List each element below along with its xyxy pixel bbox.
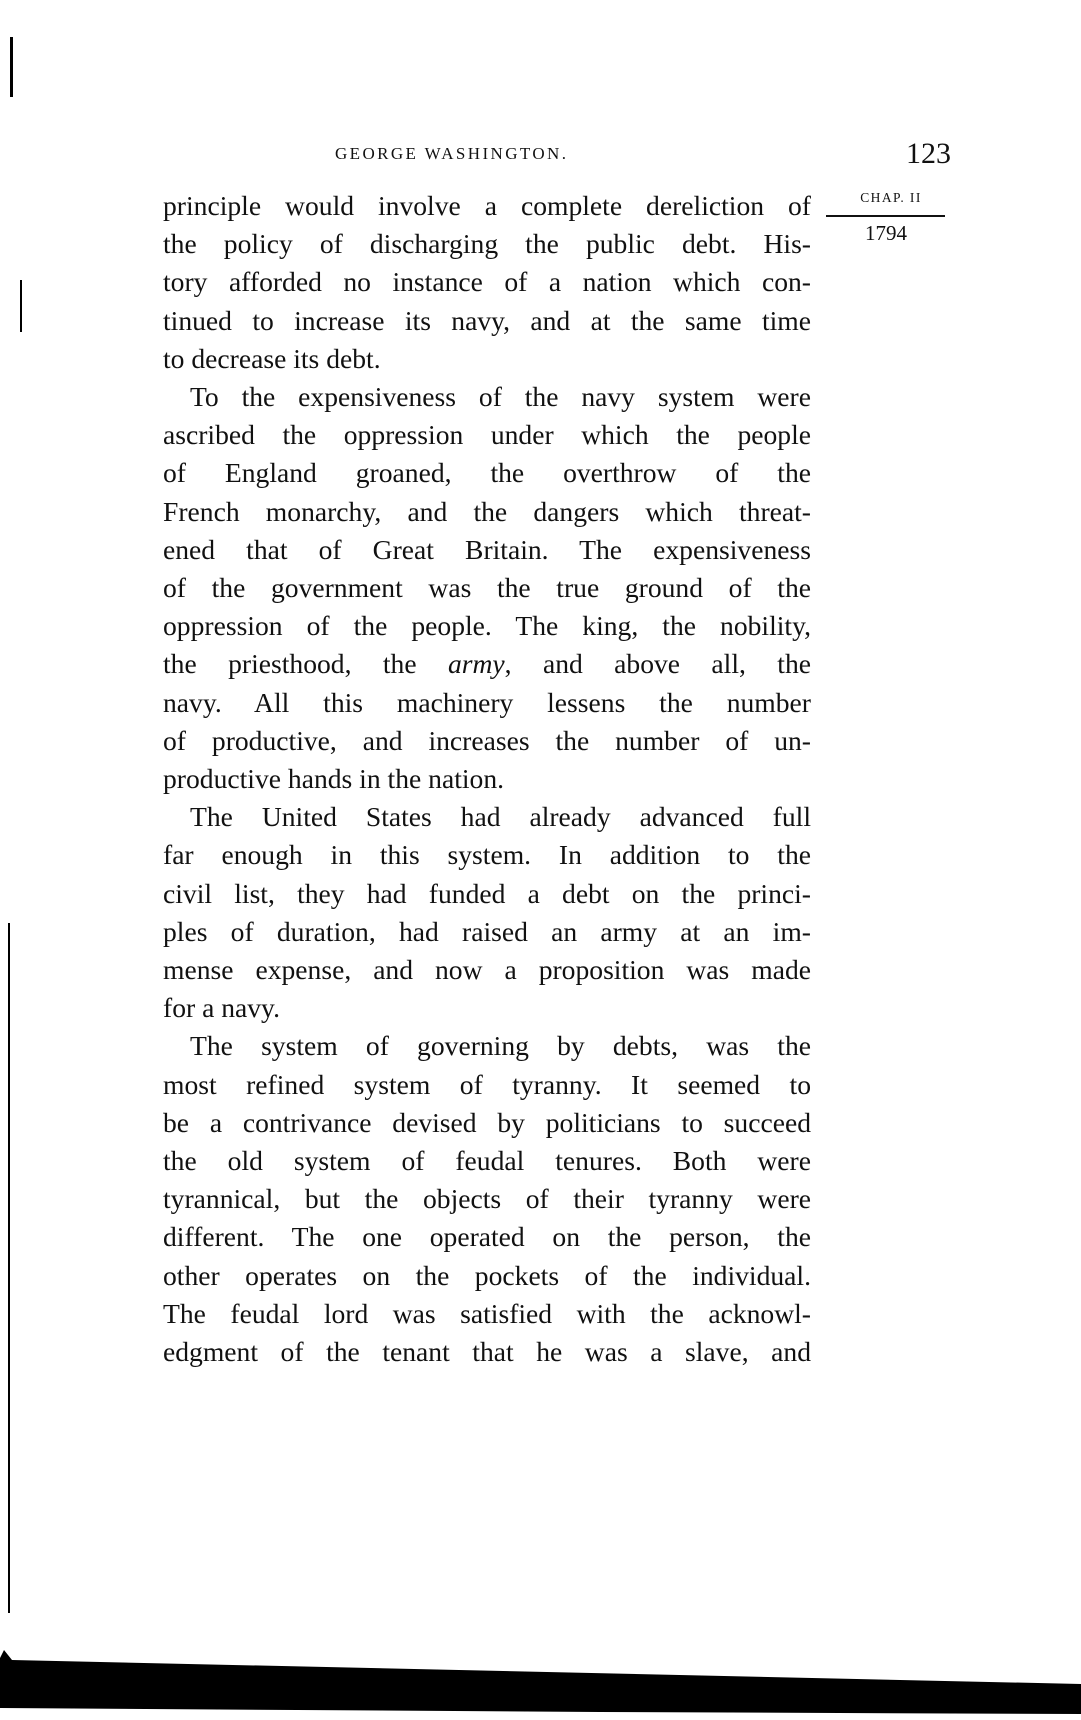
text-line: The feudal lord was satisfied with the acknowl- — [163, 1297, 811, 1329]
text-line: the priesthood, the army, and above all, the — [163, 648, 811, 680]
scan-edge-mark — [20, 280, 22, 332]
scan-bottom-shadow — [0, 1650, 1081, 1720]
text-line: edgment of the tenant that he was a slave, and — [163, 1336, 811, 1368]
text-line: civil list, they had funded a debt on the princi- — [163, 877, 811, 909]
text-line: productive hands in the nation. — [163, 763, 505, 795]
text-line: principle would involve a complete dereliction of — [163, 190, 811, 221]
text-line: the old system of feudal tenures. Both were — [163, 1145, 811, 1177]
text-line: to decrease its debt. — [163, 342, 381, 374]
text-line: for a navy. — [163, 992, 280, 1024]
text-line: tyrannical, but the objects of their tyranny were — [163, 1183, 811, 1215]
text-line: different. The one operated on the person, the — [163, 1221, 811, 1253]
text-line: tory afforded no instance of a nation which con- — [163, 266, 811, 298]
text-line: the policy of discharging the public debt. His- — [163, 228, 811, 260]
text-line: other operates on the pockets of the individual. — [163, 1259, 811, 1291]
text-line: The United States had already advanced full — [190, 801, 811, 833]
text-line: ples of duration, had raised an army at an im- — [163, 915, 811, 947]
text-line: ened that of Great Britain. The expensiveness — [163, 533, 811, 565]
text-line: The system of governing by debts, was the — [190, 1030, 811, 1062]
running-head: GEORGE WASHINGTON. — [335, 144, 569, 163]
page-number: 123 — [906, 137, 951, 170]
text-line: oppression of the people. The king, the nobility, — [163, 610, 811, 642]
text-line: most refined system of tyranny. It seemed to — [163, 1068, 811, 1100]
scan-edge-mark — [10, 37, 13, 97]
margin-rule — [826, 215, 945, 217]
text-line: far enough in this system. In addition to the — [163, 839, 811, 871]
text-line: navy. All this machinery lessens the number — [163, 686, 811, 718]
margin-note — [826, 190, 946, 246]
text-line: mense expense, and now a proposition was made — [163, 954, 811, 986]
text-line: ascribed the oppression under which the people — [163, 419, 811, 451]
text-line: French monarchy, and the dangers which threat- — [163, 495, 811, 527]
text-line: of productive, and increases the number of un- — [163, 724, 811, 756]
body-text — [163, 187, 811, 1371]
italic-word: army — [447, 648, 505, 680]
margin-chapter: CHAP. II — [860, 190, 922, 205]
text-line: of England groaned, the overthrow of the — [163, 457, 811, 489]
scan-edge-mark — [8, 923, 10, 1613]
text-line: be a contrivance devised by politicians to succeed — [163, 1106, 811, 1138]
text-line: To the expensiveness of the navy system were — [190, 381, 811, 413]
text-line: tinued to increase its navy, and at the same time — [163, 304, 811, 336]
text-line: of the government was the true ground of the — [163, 572, 811, 604]
margin-year: 1794 — [865, 221, 907, 245]
